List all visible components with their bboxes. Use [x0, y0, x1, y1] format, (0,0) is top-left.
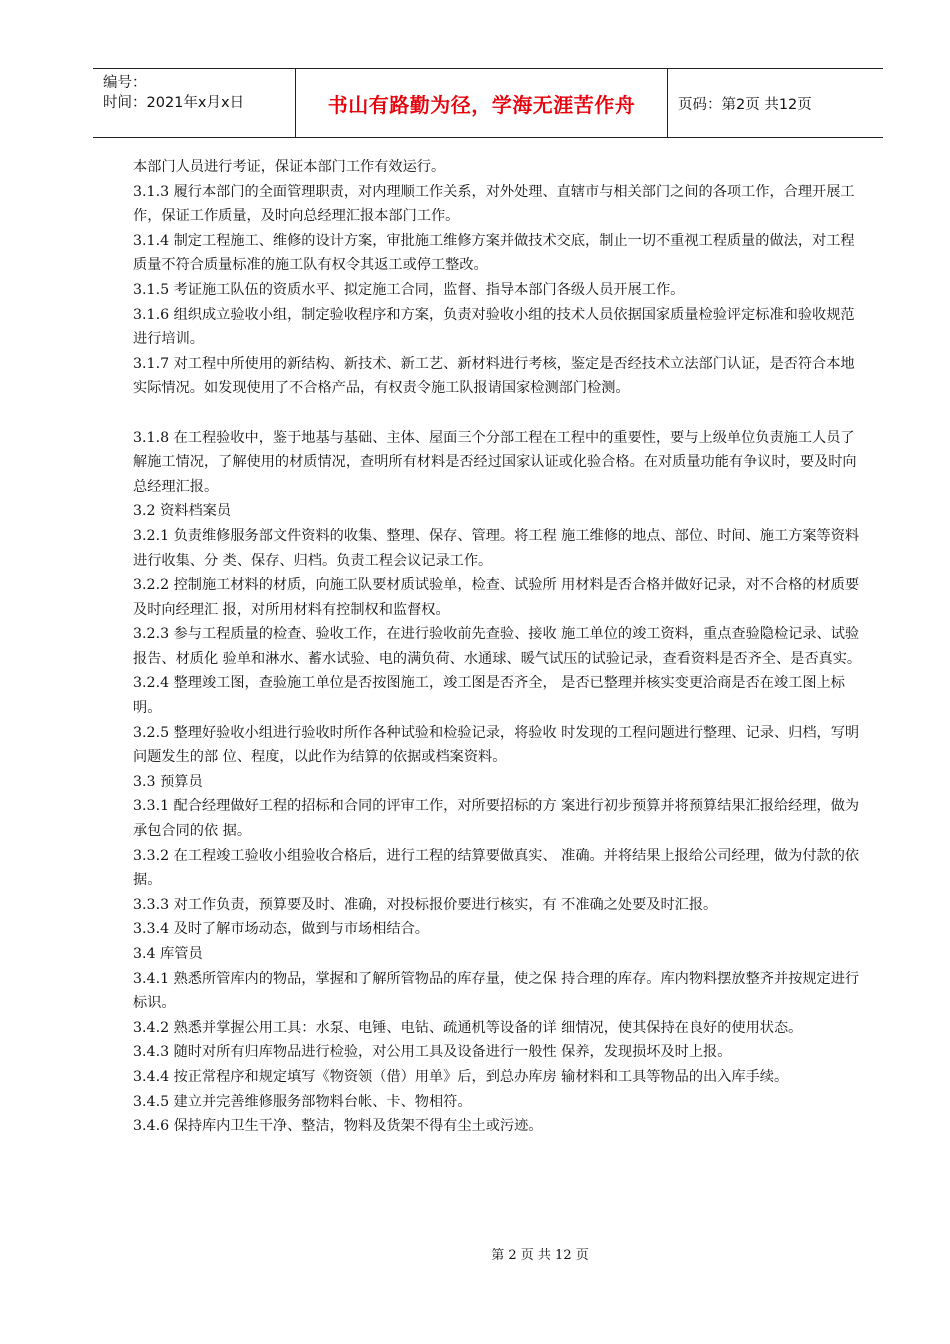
header-page-info: 页码：第2页 共12页: [678, 96, 812, 113]
body-paragraph: 3.1.5 考证施工队伍的资质水平、拟定施工合同，监督、指导本部门各级人员开展工作。: [133, 281, 685, 298]
body-paragraph: 3.2.3 参与工程质量的检查、验收工作，在进行验收前先查验、接收 施工单位的竣工资料，重点查验隐检记录、试验报告、材质化 验单和淋水、蓄水试验、电的满负荷、水通球、暖气试压的试验记录，查看资料是否齐全、是否真实。: [133, 626, 862, 667]
doc-time: 时间：2021年x月x日: [103, 95, 245, 111]
body-paragraph: 3.3 预算员: [133, 773, 203, 790]
body-paragraph: 3.1.7 对工程中所使用的新结构、新技术、新工艺、新材料进行考核，鉴定是否经技术立法部门认证，是否符合本地实际情况。如发现使用了不合格产品，有权责令施工队报请国家检测部门检测。: [133, 355, 855, 397]
body-paragraph: 3.4.1 熟悉所管库内的物品，掌握和了解所管物品的库存量，使之保 持合理的库存。库内物料摆放整齐并按规定进行标识。: [133, 970, 860, 1012]
body-paragraph: 3.4.2 熟悉并掌握公用工具：水泵、电锤、电钻、疏通机等设备的详 细情况，使其保持在良好的使用状态。: [133, 1019, 803, 1036]
body-paragraph: 3.2.2 控制施工材料的材质，向施工队要材质试验单，检查、试验所 用材料是否合格并做好记录，对不合格的材质要及时向经理汇 报，对所用材料有控制权和监督权。: [133, 577, 860, 618]
body-paragraph: 3.4.6 保持库内卫生干净、整洁，物料及货架不得有尘土或污迹。: [133, 1118, 543, 1135]
body-paragraph: 3.2 资料档案员: [133, 503, 232, 520]
page-header: [93, 68, 883, 138]
body-paragraph: 3.1.3 履行本部门的全面管理职责，对内理顺工作关系，对外处理、直辖市与相关部门之间的各项工作，合理开展工作，保证工作质量，及时向总经理汇报本部门工作。: [133, 183, 855, 225]
body-paragraph: 3.1.6 组织成立验收小组，制定验收程序和方案，负责对验收小组的技术人员依据国家质量检验评定标准和验收规范进行培训。: [133, 306, 855, 348]
body-paragraph: 3.4.3 随时对所有归库物品进行检验，对公用工具及设备进行一般性 保养，发现损坏及时上报。: [133, 1044, 732, 1061]
body-paragraph: 3.4.4 按正常程序和规定填写《物资领（借）用单》后，到总办库房 输材料和工具等物品的出入库手续。: [133, 1068, 789, 1085]
document-body: [133, 155, 863, 1139]
doc-number: 编号：: [103, 75, 147, 91]
page-footer: 第 2 页 共 12 页: [491, 1248, 589, 1263]
body-paragraph: 3.3.1 配合经理做好工程的招标和合同的评审工作，对所要招标的方 案进行初步预算并将预算结果汇报给经理，做为承包合同的依 据。: [133, 798, 860, 840]
header-motto: 书山有路勤为径，学海无涯苦作舟: [296, 69, 668, 137]
body-paragraph: 3.1.4 制定工程施工、维修的设计方案，审批施工维修方案并做技术交底，制止一切不重视工程质量的做法，对工程质量不符合质量标准的施工队有权令其返工或停工整改。: [133, 232, 855, 274]
body-paragraph: 本部门人员进行考证，保证本部门工作有效运行。: [133, 159, 446, 175]
body-paragraph: 3.4 库管员: [133, 946, 203, 962]
body-paragraph: 3.3.2 在工程竣工验收小组验收合格后，进行工程的结算要做真实、 准确。并将结果上报给公司经理，做为付款的依据。: [133, 847, 860, 889]
body-paragraph: 3.1.8 在工程验收中，鉴于地基与基础、主体、屋面三个分部工程在工程中的重要性，要与上级单位负责施工人员了解施工情况，了解使用的材质情况，查明所有材料是否经过国家认证或化验合格。在对质量功能有争议时，要及时向总经理汇报。: [133, 429, 857, 495]
body-paragraph: 3.2.4 整理竣工图，查验施工单位是否按图施工，竣工图是否齐全， 是否已整理并核实变更洽商是否在竣工图上标明。: [133, 675, 845, 717]
body-paragraph: 3.4.5 建立并完善维修服务部物料台帐、卡、物相符。: [133, 1093, 472, 1110]
header-meta: [93, 69, 296, 137]
body-paragraph: 3.2.5 整理好验收小组进行验收时所作各种试验和检验记录，将验收 时发现的工程问题进行整理、记录、归档，写明问题发生的部 位、程度，以此作为结算的依据或档案资料。: [133, 724, 860, 766]
body-paragraph: 3.3.4 及时了解市场动态，做到与市场相结合。: [133, 921, 429, 938]
body-paragraph: 3.2.1 负责维修服务部文件资料的收集、整理、保存、管理。将工程 施工维修的地点、部位、时间、施工方案等资料进行收集、分 类、保存、归档。负责工程会议记录工作。: [133, 527, 860, 569]
body-paragraph: 3.3.3 对工作负责，预算要及时、准确，对投标报价要进行核实，有 不准确之处要及时汇报。: [133, 896, 718, 913]
blank-line: [133, 401, 863, 426]
